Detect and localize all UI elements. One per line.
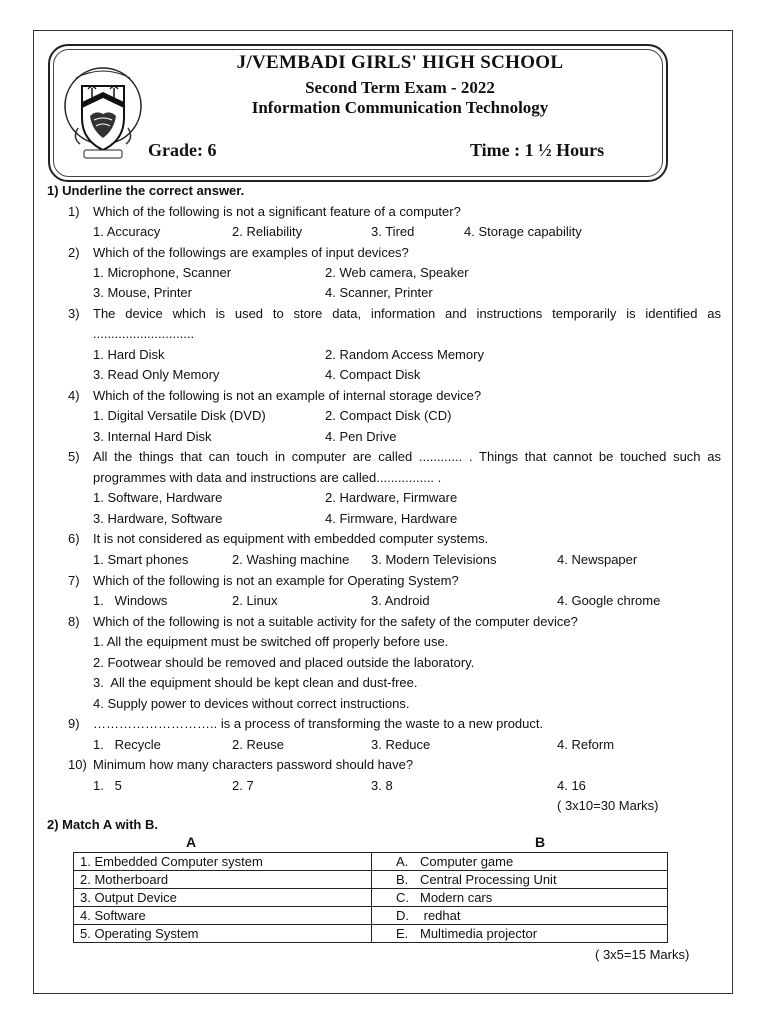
option: 1. Digital Versatile Disk (DVD) [93, 408, 266, 423]
option: 1. All the equipment must be switched off properly before use. [93, 634, 449, 649]
question-number: 3) [68, 306, 80, 321]
option: 4. Pen Drive [325, 429, 397, 444]
answer: Modern cars [420, 890, 493, 905]
option: 2. Linux [232, 593, 278, 608]
option: 4. Firmware, Hardware [325, 511, 458, 526]
question-number: 2) [68, 245, 80, 260]
option: 3. Android [371, 593, 430, 608]
question-number: 8) [68, 614, 80, 629]
question-number: 5) [68, 449, 80, 464]
question-text-cont: ............................ [93, 326, 195, 341]
table-cell-b [372, 853, 668, 871]
table-row [74, 889, 668, 907]
section1-marks: ( 3x10=30 Marks) [557, 798, 659, 813]
option: 1. Microphone, Scanner [93, 265, 232, 280]
table-cell-a: 2. Motherboard [74, 871, 372, 889]
question-number: 6) [68, 531, 80, 546]
question-number: 7) [68, 573, 80, 588]
option: 1. 5 [93, 778, 122, 793]
question-text: ……………………….. is a process of transforming the waste to a new product. [93, 716, 544, 731]
answer: redhat [420, 908, 461, 923]
option: 2. Random Access Memory [325, 347, 484, 362]
letter: C. [396, 890, 409, 905]
question-text: All the things that can touch in computer are called ............ . Things that cannot be touched such as [93, 449, 721, 464]
option: 4. 16 [557, 778, 586, 793]
question-number: 4) [68, 388, 80, 403]
option: 1. Recycle [93, 737, 161, 752]
question-number: 1) [68, 204, 80, 219]
letter: D. [396, 908, 409, 923]
school-name: J/VEMBADI GIRLS' HIGH SCHOOL [236, 52, 564, 73]
table-cell-b [372, 871, 668, 889]
answer: Computer game [420, 854, 514, 869]
option: 3. Internal Hard Disk [93, 429, 212, 444]
option: 3. Tired [371, 224, 415, 239]
option: 4. Storage capability [464, 224, 582, 239]
option: 2. Hardware, Firmware [325, 490, 458, 505]
option: 3. Read Only Memory [93, 367, 220, 382]
option: 2. Washing machine [232, 552, 350, 567]
school-crest-logo [58, 58, 148, 168]
subject-title: Information Communication Technology [251, 98, 549, 117]
option: 1. Accuracy [93, 224, 161, 239]
table-row [74, 871, 668, 889]
match-table [73, 852, 668, 943]
section2-title: 2) Match A with B. [47, 817, 158, 832]
option: 4. Compact Disk [325, 367, 421, 382]
option: 1. Hard Disk [93, 347, 165, 362]
option: 3. Modern Televisions [371, 552, 497, 567]
option: 4. Reform [557, 737, 615, 752]
time-label: Time : 1 ½ Hours [470, 140, 605, 160]
question-number: 9) [68, 716, 80, 731]
option: 4. Newspaper [557, 552, 638, 567]
exam-title: Second Term Exam - 2022 [305, 78, 495, 97]
option: 2. Reliability [232, 224, 303, 239]
table-cell-b [372, 889, 668, 907]
option: 3. Reduce [371, 737, 431, 752]
table-row [74, 925, 668, 943]
option: 2. Compact Disk (CD) [325, 408, 452, 423]
table-row [74, 853, 668, 871]
letter: E. [396, 926, 409, 941]
question-number: 10) [68, 757, 87, 772]
question-text: The device which is used to store data, information and instructions temporarily is identified as [93, 306, 721, 321]
option: 3. Hardware, Software [93, 511, 223, 526]
option: 3. Mouse, Printer [93, 285, 192, 300]
table-row [74, 907, 668, 925]
table-cell-a: 5. Operating System [74, 925, 372, 943]
table-cell-b [372, 925, 668, 943]
option: 2. 7 [232, 778, 254, 793]
section1-title: 1) Underline the correct answer. [47, 183, 245, 198]
table-cell-a: 4. Software [74, 907, 372, 925]
question-text: Which of the following is not an example of internal storage device? [93, 388, 482, 403]
column-header-a: A [186, 834, 197, 850]
letter: B. [396, 872, 409, 887]
option: 1. Windows [93, 593, 168, 608]
table-cell-a: 1. Embedded Computer system [74, 853, 372, 871]
letter: A. [396, 854, 409, 869]
answer: Multimedia projector [420, 926, 538, 941]
answer: Central Processing Unit [420, 872, 557, 887]
question-text: It is not considered as equipment with embedded computer systems. [93, 531, 489, 546]
option: 3. 8 [371, 778, 393, 793]
table-cell-a: 3. Output Device [74, 889, 372, 907]
question-text-cont: programmes with data and instructions are called................ . [93, 470, 442, 485]
option: 1. Software, Hardware [93, 490, 223, 505]
question-text: Which of the following is not an example for Operating System? [93, 573, 459, 588]
grade-label: Grade: 6 [148, 140, 217, 160]
question-text: Which of the followings are examples of input devices? [93, 245, 409, 260]
question-text: Minimum how many characters password should have? [93, 757, 414, 772]
question-text: Which of the following is not a suitable activity for the safety of the computer device? [93, 614, 578, 629]
option: 1. Smart phones [93, 552, 189, 567]
question-text: Which of the following is not a significant feature of a computer? [93, 204, 461, 219]
table-cell-b [372, 907, 668, 925]
column-header-b: B [535, 834, 546, 850]
option: 2. Reuse [232, 737, 285, 752]
option: 2. Web camera, Speaker [325, 265, 469, 280]
option: 2. Footwear should be removed and placed outside the laboratory. [93, 655, 475, 670]
option: 4. Google chrome [557, 593, 661, 608]
option: 4. Scanner, Printer [325, 285, 433, 300]
section2-marks: ( 3x5=15 Marks) [595, 947, 690, 962]
option: 3. All the equipment should be kept clean and dust-free. [93, 675, 418, 690]
option: 4. Supply power to devices without correct instructions. [93, 696, 410, 711]
